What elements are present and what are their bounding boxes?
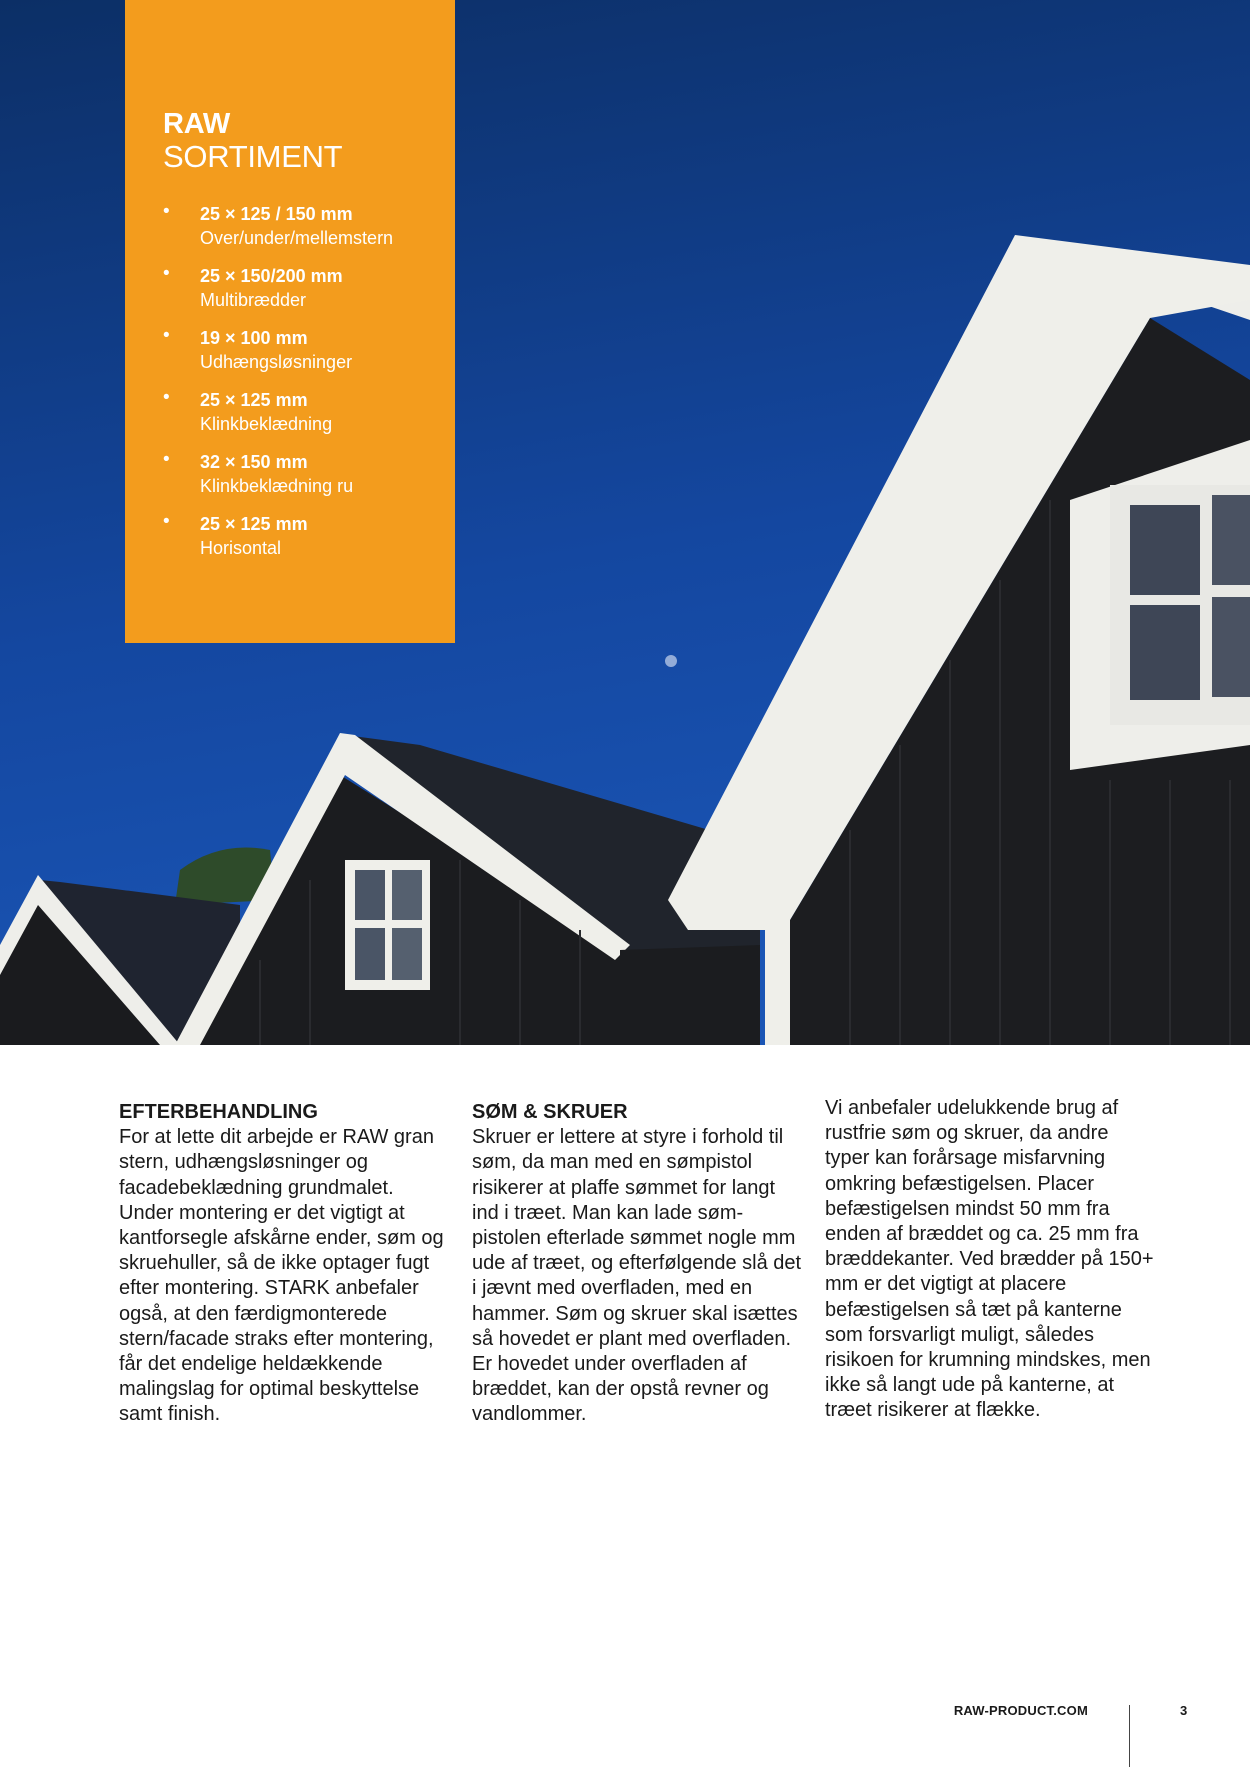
column-som-skruer <box>472 1100 802 1428</box>
item-size: 25 × 125 mm <box>200 390 308 410</box>
list-item <box>163 326 455 388</box>
page-number: 3 <box>1180 1703 1188 1718</box>
item-size: 19 × 100 mm <box>200 328 308 348</box>
item-description: Over/under/mellemstern <box>200 228 394 248</box>
heading-som-skruer: SØM & SKRUER <box>472 1101 628 1123</box>
list-item <box>163 388 455 450</box>
item-description: Multibrædder <box>200 290 307 310</box>
sortiment-list <box>163 202 455 574</box>
bullet: • <box>163 449 170 470</box>
bullet: • <box>163 325 170 346</box>
panel-title-sortiment: SORTIMENT <box>163 139 343 174</box>
item-description: Klinkbeklædning ru <box>200 476 354 496</box>
panel-title-raw: RAW <box>163 108 231 140</box>
list-item <box>163 512 455 574</box>
item-size: 32 × 150 mm <box>200 452 308 472</box>
item-size: 25 × 150/200 mm <box>200 266 343 286</box>
list-item <box>163 450 455 512</box>
paragraph-recommendation: Vi anbefaler udelukkende brug af rustfrie søm og skruer, da andre typer kan forårsage misfarvning omkring befæstigelsen. Placer befæstigelsen mindst 50 mm fra enden af bræddet og ca. 25 mm fra bræddekanter. Ved brædder på 150+ mm er det vigtigt at placere befæstigelsen så tæt på kanterne som forsvarligt muligt, således risikoen for krumning mindskes, men ikke så langt ude på kanterne, at træet risikerer at flække. <box>825 1097 1154 1422</box>
paragraph-efterbehandling: For at lette dit arbejde er RAW gran stern, udhængsløsninger og facadebeklædning grundmalet. Under montering er det vigtigt at kantforsegle afskårne ender, søm og skruehuller, så de ikke optager fugt efter montering. STARK anbefaler også, at den færdigmonterede stern/facade straks efter montering, får det endelige heldækkende malingslag for optimal beskyttelse samt finish. <box>119 1126 444 1426</box>
footer-url[interactable]: RAW-PRODUCT.COM <box>953 1703 1088 1718</box>
paragraph-som-skruer: Skruer er lettere at styre i forhold til søm, da man med en sømpistol risikerer at plaffe sømmet for langt ind i træet. Man kan lade søm-pistolen efterlade sømmet nogle mm ude af træet, og efterfølgende slå det i jævnt med overfladen, med en hammer. Søm og skruer skal isættes så hovedet er plant med overfladen. Er hovedet under overfladen af brædde​t, kan der opstå revner og vandlommer. <box>472 1126 802 1426</box>
bullet: • <box>163 263 170 284</box>
column-recommendation <box>825 1096 1155 1424</box>
bullet: • <box>163 201 170 222</box>
item-description: Horisontal <box>200 538 282 558</box>
footer-divider <box>1129 1705 1130 1767</box>
text-columns <box>119 1097 1159 1430</box>
item-description: Udhængsløsninger <box>200 352 353 372</box>
heading-efterbehandling: EFTERBEHANDLING <box>119 1101 318 1123</box>
bullet: • <box>163 511 170 532</box>
item-description: Klinkbeklædning <box>200 414 333 434</box>
column-efterbehandling <box>119 1100 449 1428</box>
item-size: 25 × 125 / 150 mm <box>200 204 353 224</box>
bullet: • <box>163 387 170 408</box>
moon <box>665 655 677 667</box>
item-size: 25 × 125 mm <box>200 514 308 534</box>
list-item <box>163 202 455 264</box>
list-item <box>163 264 455 326</box>
sortiment-panel <box>125 0 455 643</box>
